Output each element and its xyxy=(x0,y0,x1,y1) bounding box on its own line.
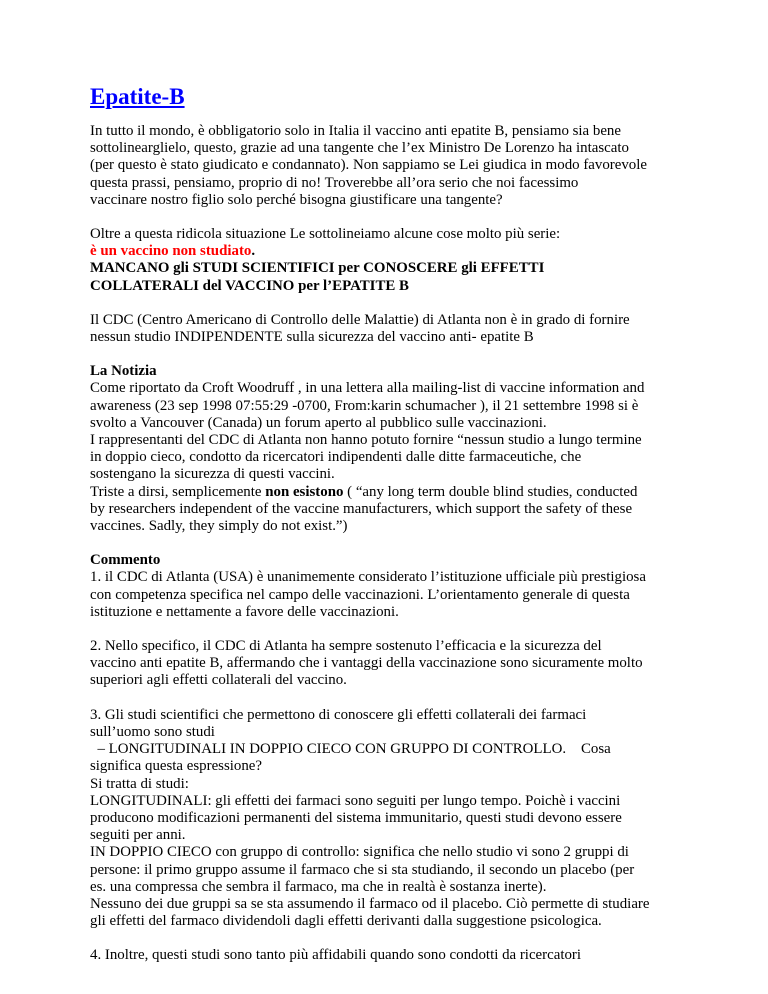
point-2-paragraph xyxy=(90,638,690,690)
text-line: In tutto il mondo, è obbligatorio solo in Italia il vaccino anti epatite B, pensiamo sia bene xyxy=(90,123,621,139)
text-line: superiori agli effetti collaterali del vaccino. xyxy=(90,672,347,689)
point-3-paragraph xyxy=(90,707,690,931)
intro-paragraph xyxy=(90,123,690,209)
notizia-paragraph xyxy=(90,363,690,535)
bold-heading-line: MANCANO gli STUDI SCIENTIFICI per CONOSCERE gli EFFETTI xyxy=(90,260,545,277)
text-line: sostengano la sicurezza di questi vaccini. xyxy=(90,466,335,483)
text-line: Il CDC (Centro Americano di Controllo delle Malattie) di Atlanta non è in grado di fornire xyxy=(90,311,630,328)
text-line: vaccinare nostro figlio solo perché bisogna giustificare una tangente? xyxy=(90,191,503,208)
title-link[interactable]: Epatite-B xyxy=(90,84,185,109)
text-line: I rappresentanti del CDC di Atlanta non hanno potuto fornire “nessun studio a lungo termine xyxy=(90,432,642,449)
bold-fragment: non esistono xyxy=(265,483,344,500)
text-line: 1. il CDC di Atlanta (USA) è unanimemente considerato l’istituzione ufficiale più prestigiosa xyxy=(90,569,646,586)
text-fragment: ( “any long term double blind studies, conducted xyxy=(343,483,638,500)
text-line: svolto a Vancouver (Canada) un forum aperto al pubblico sulle vaccinazioni. xyxy=(90,414,547,431)
text-line: producono modificazioni permanenti del sistema immunitario, questi studi devono essere xyxy=(90,809,622,826)
text-line: vaccines. Sadly, they simply do not exist.”) xyxy=(90,518,348,535)
text-line: seguiti per anni. xyxy=(90,827,186,844)
text-line: persone: il primo gruppo assume il farmaco che si sta studiando, il secondo un placebo (per xyxy=(90,861,635,878)
red-highlight: è un vaccino non studiato xyxy=(90,243,252,260)
text-line: vaccino anti epatite B, affermando che i vantaggi della vaccinazione sono sicuramente molto xyxy=(90,655,643,672)
text-line: sottolinearglielo, questo, grazie ad una tangente che l’ex Ministro De Lorenzo ha intascato xyxy=(90,140,629,157)
text-line xyxy=(90,484,690,501)
text-line: by researchers independent of the vaccine manufacturers, which support the safety of these xyxy=(90,500,633,517)
text-line: – LONGITUDINALI IN DOPPIO CIECO CON GRUPPO DI CONTROLLO. Cosa xyxy=(90,741,611,758)
text-line: Oltre a questa ridicola situazione Le sottolineiamo alcune cose molto più serie: xyxy=(90,226,561,243)
text-line: Come riportato da Croft Woodruff , in una lettera alla mailing-list di vaccine information and xyxy=(90,380,645,397)
text-line: Si tratta di studi: xyxy=(90,775,189,792)
text-line: istituzione e nettamente a favore delle vaccinazioni. xyxy=(90,603,399,620)
notizia-heading: La Notizia xyxy=(90,363,157,380)
text-fragment: Triste a dirsi, semplicemente xyxy=(90,483,266,500)
text-line: 4. Inoltre, questi studi sono tanto più affidabili quando sono condotti da ricercatori xyxy=(90,947,582,964)
text-line: con competenza specifica nel campo delle vaccinazioni. L’orientamento generale di questa xyxy=(90,586,630,603)
point-4-paragraph xyxy=(90,947,690,964)
bold-heading-line: COLLATERALI del VACCINO per l’EPATITE B xyxy=(90,277,409,294)
text-line: sull’uomo sono studi xyxy=(90,723,215,740)
text-line: (per questo è stato giudicato e condannato). Non sappiamo se Lei giudica in modo favorevole xyxy=(90,157,647,174)
text-line: gli effetti del farmaco dividendoli dagli effetti derivanti dalla suggestione psicologica. xyxy=(90,913,602,930)
page-title xyxy=(90,82,690,112)
text-line: questa prassi, pensiamo, proprio di no! Troverebbe all’ora serio che noi facessimo xyxy=(90,174,579,191)
commento-heading: Commento xyxy=(90,552,161,569)
serie-paragraph xyxy=(90,226,690,295)
text-line: LONGITUDINALI: gli effetti dei farmaci sono seguiti per lungo tempo. Poichè i vaccini xyxy=(90,792,621,809)
text-line: in doppio cieco, condotto da ricercatori indipendenti dalle ditte farmaceutiche, che xyxy=(90,449,582,466)
text-line: IN DOPPIO CIECO con gruppo di controllo: significa che nello studio vi sono 2 gruppi di xyxy=(90,844,629,861)
text-line: Nessuno dei due gruppi sa se sta assumendo il farmaco od il placebo. Ciò permette di studiare xyxy=(90,895,650,912)
commento-paragraph xyxy=(90,552,690,621)
cdc-paragraph xyxy=(90,312,690,346)
text-line: 2. Nello specifico, il CDC di Atlanta ha sempre sostenuto l’efficacia e la sicurezza del xyxy=(90,638,602,655)
text-line: nessun studio INDIPENDENTE sulla sicurezza del vaccino anti- epatite B xyxy=(90,329,534,346)
document-page xyxy=(90,82,690,982)
red-highlight-end: . xyxy=(251,243,256,260)
text-line: awareness (23 sep 1998 07:55:29 -0700, From:karin schumacher ), il 21 settembre 1998 si è xyxy=(90,397,639,414)
text-line: significa questa espressione? xyxy=(90,758,263,775)
text-line: es. una compressa che sembra il farmaco, ma che in realtà è sostanza inerte). xyxy=(90,878,547,895)
highlight-line xyxy=(90,243,690,260)
text-line: 3. Gli studi scientifici che permettono di conoscere gli effetti collaterali dei farmaci xyxy=(90,706,587,723)
